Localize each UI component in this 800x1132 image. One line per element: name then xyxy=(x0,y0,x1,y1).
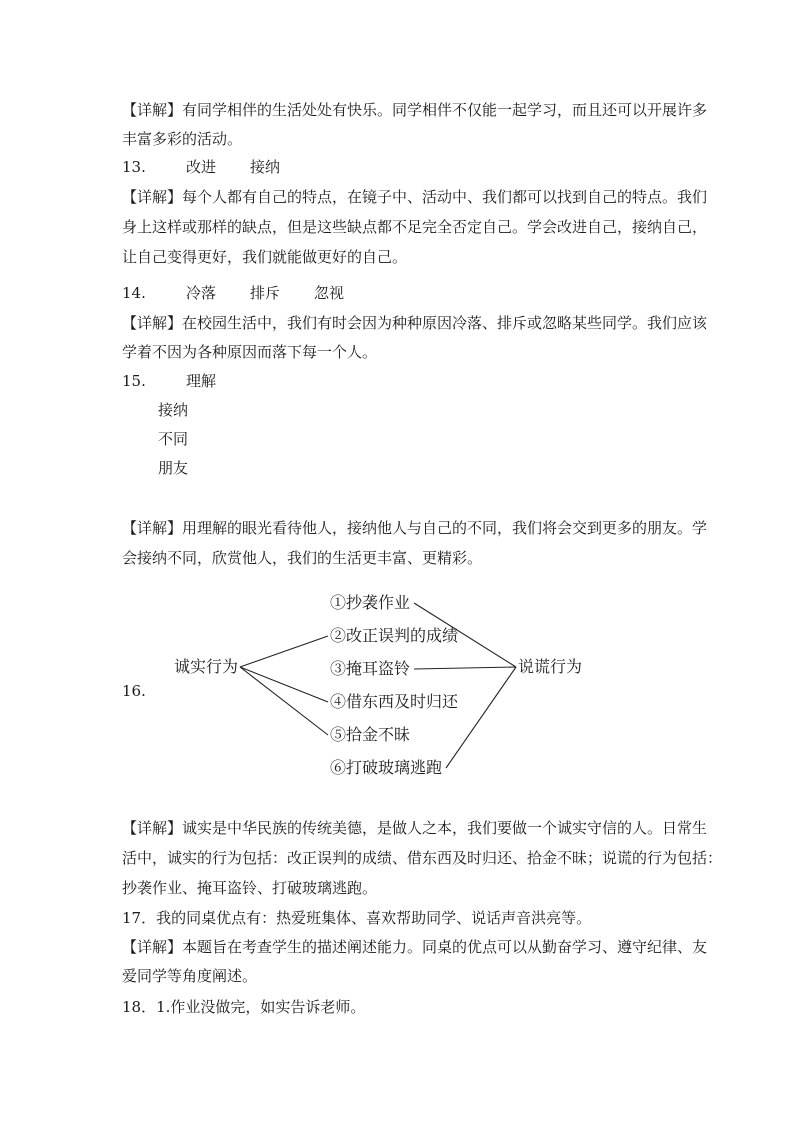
explanation-16-line3: 抄袭作业、掩耳盗铃、打破玻璃逃跑。 xyxy=(122,879,378,897)
answer-blank: 理解 xyxy=(186,372,217,390)
diagram-item: ⑤拾金不昧 xyxy=(330,725,411,744)
explanation-16-line1: 【详解】诚实是中华民族的传统美德，是做人之本，我们要做一个诚实守信的人。日常生 xyxy=(122,819,708,837)
diagram-item: ⑥打破玻璃逃跑 xyxy=(330,758,443,777)
explanation-15-line1: 【详解】用理解的眼光看待他人，接纳他人与自己的不同，我们将会交到更多的朋友。学 xyxy=(122,519,708,537)
answer-15-item3: 不同 xyxy=(158,430,189,448)
honest-behavior-label: 诚实行为 xyxy=(174,657,239,676)
diagram-item: ②改正误判的成绩 xyxy=(330,626,459,645)
lying-behavior-label: 说谎行为 xyxy=(518,657,583,676)
question-number-16: 16. xyxy=(122,682,146,700)
question-number: 14. xyxy=(122,284,146,302)
honest-link-line xyxy=(240,667,328,702)
question-number: 13. xyxy=(122,158,146,176)
lying-link-line xyxy=(446,667,516,768)
explanation-17-line1: 【详解】本题旨在考查学生的描述阐述能力。同桌的优点可以从勤奋学习、遵守纪律、友 xyxy=(122,938,708,956)
question-number: 15. xyxy=(122,372,146,390)
answer-blank: 改进 xyxy=(186,158,217,176)
answer-15-item4: 朋友 xyxy=(158,459,189,477)
answer-17: 17．我的同桌优点有：热爱班集体、喜欢帮助同学、说话声音洪亮等。 xyxy=(122,909,592,927)
answer-blank: 忽视 xyxy=(314,284,345,302)
explanation-12-line2: 丰富多彩的活动。 xyxy=(122,130,243,148)
explanation-17-line2: 爱同学等角度阐述。 xyxy=(122,967,258,985)
answer-blank: 接纳 xyxy=(250,158,281,176)
explanation-13-line3: 让自己变得更好，我们就能做更好的自己。 xyxy=(122,248,408,266)
explanation-12-line1: 【详解】有同学相伴的生活处处有快乐。同学相伴不仅能一起学习，而且还可以开展许多 xyxy=(122,101,708,119)
explanation-14-line1: 【详解】在校园生活中，我们有时会因为种种原因冷落、排斥或忽略某些同学。我们应该 xyxy=(122,314,708,332)
answer-blank: 冷落 xyxy=(186,284,217,302)
explanation-15-line2: 会接纳不同，欣赏他人，我们的生活更丰富、更精彩。 xyxy=(122,549,483,567)
diagram-item: ④借东西及时归还 xyxy=(330,692,459,711)
diagram-item: ③掩耳盗铃 xyxy=(330,659,411,678)
diagram-item: ①抄袭作业 xyxy=(330,593,411,612)
explanation-13-line2: 身上这样或那样的缺点，但是这些缺点都不足完全否定自己。学会改进自己，接纳自己， xyxy=(122,218,708,236)
lying-link-line xyxy=(414,667,516,669)
answer-blank: 排斥 xyxy=(250,284,281,302)
honest-link-line xyxy=(240,636,328,667)
explanation-16-line2: 活中，诚实的行为包括：改正误判的成绩、借东西及时归还、拾金不昧；说谎的行为包括： xyxy=(122,849,723,867)
answer-15-item2: 接纳 xyxy=(158,401,189,419)
answer-18: 18．1.作业没做完，如实告诉老师。 xyxy=(122,998,366,1016)
explanation-13-line1: 【详解】每个人都有自己的特点，在镜子中、活动中、我们都可以找到自己的特点。我们 xyxy=(122,188,708,206)
explanation-14-line2: 学着不因为各种原因而落下每一个人。 xyxy=(122,343,378,361)
honest-link-line xyxy=(240,667,328,735)
